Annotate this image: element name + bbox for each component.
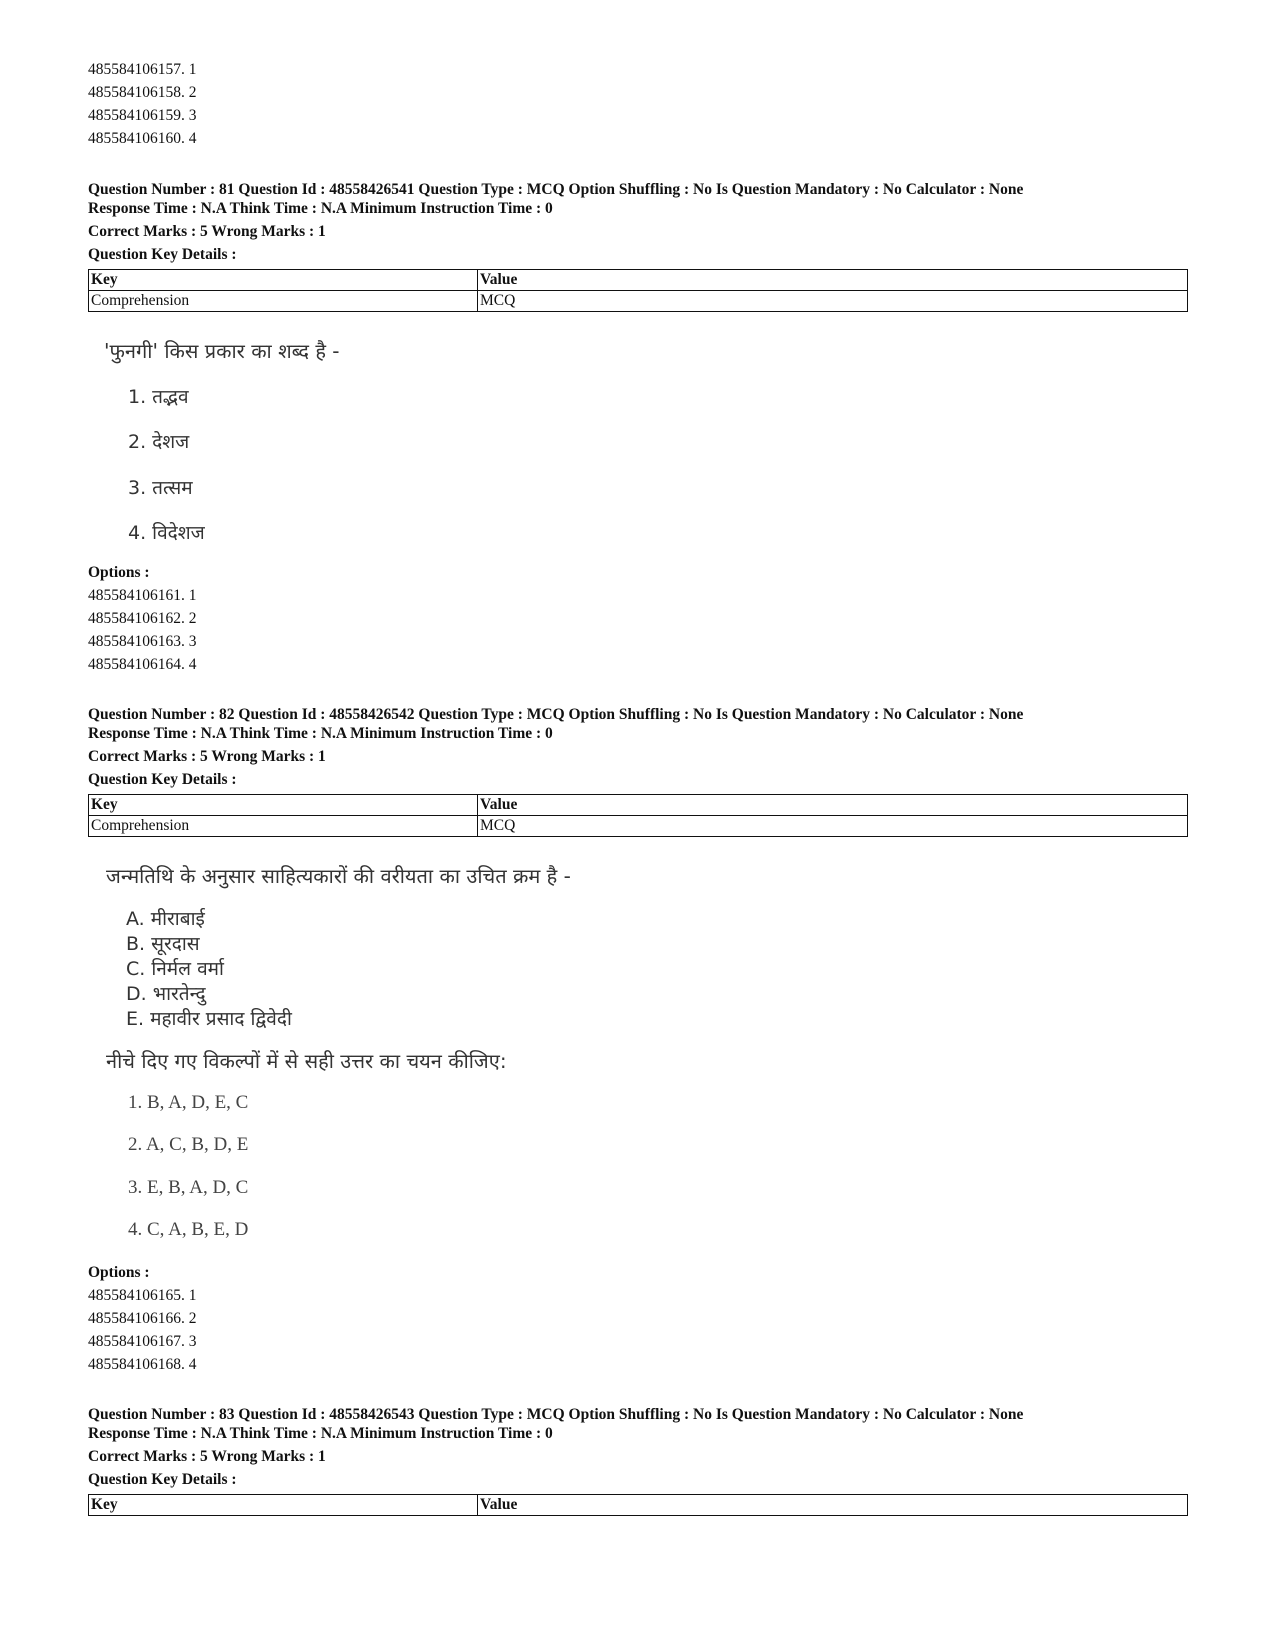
- option-id: 485584106159. 3: [88, 107, 197, 124]
- choice: 1. B, A, D, E, C: [128, 1092, 249, 1113]
- table-row: [89, 291, 1188, 312]
- table-header-row: [89, 270, 1188, 291]
- header-value: Value: [478, 795, 1188, 816]
- row-value: MCQ: [478, 291, 1188, 312]
- instruction-text: नीचे दिए गए विकल्पों में से सही उत्तर का चयन कीजिए:: [106, 1049, 507, 1073]
- question-meta: Question Number : 82 Question Id : 48558426542 Question Type : MCQ Option Shuffling : No Is Question Mandatory : No Calculator : None: [88, 706, 1024, 723]
- key-details-label: Question Key Details :: [88, 246, 237, 263]
- option-id: 485584106165. 1: [88, 1287, 197, 1304]
- choice: 3. तत्सम: [128, 477, 193, 499]
- table-header-row: [89, 795, 1188, 816]
- header-value: Value: [478, 1495, 1188, 1516]
- statement: A. मीराबाई: [126, 908, 205, 930]
- row-key: Comprehension: [89, 291, 478, 312]
- question-timing: Response Time : N.A Think Time : N.A Minimum Instruction Time : 0: [88, 200, 553, 217]
- statement: D. भारतेन्दु: [126, 983, 206, 1005]
- question-marks: Correct Marks : 5 Wrong Marks : 1: [88, 1448, 326, 1465]
- options-label: Options :: [88, 1264, 150, 1281]
- key-details-label: Question Key Details :: [88, 771, 237, 788]
- option-id: 485584106157. 1: [88, 61, 197, 78]
- row-value: MCQ: [478, 816, 1188, 837]
- question-timing: Response Time : N.A Think Time : N.A Minimum Instruction Time : 0: [88, 725, 553, 742]
- row-key: Comprehension: [89, 816, 478, 837]
- option-id: 485584106164. 4: [88, 656, 197, 673]
- option-id: 485584106160. 4: [88, 130, 197, 147]
- option-id: 485584106161. 1: [88, 587, 197, 604]
- option-id: 485584106158. 2: [88, 84, 197, 101]
- statement: B. सूरदास: [126, 933, 200, 955]
- header-key: Key: [89, 795, 478, 816]
- key-details-table: [88, 1494, 1188, 1516]
- question-text: जन्मतिथि के अनुसार साहित्यकारों की वरीयता का उचित क्रम है -: [106, 864, 571, 888]
- question-text: 'फुनगी' किस प्रकार का शब्द है -: [104, 339, 340, 363]
- statement: E. महावीर प्रसाद द्विवेदी: [126, 1008, 292, 1030]
- question-marks: Correct Marks : 5 Wrong Marks : 1: [88, 223, 326, 240]
- question-marks: Correct Marks : 5 Wrong Marks : 1: [88, 748, 326, 765]
- header-key: Key: [89, 1495, 478, 1516]
- choice: 2. देशज: [128, 431, 190, 453]
- table-header-row: [89, 1495, 1188, 1516]
- question-timing: Response Time : N.A Think Time : N.A Minimum Instruction Time : 0: [88, 1425, 553, 1442]
- key-details-table: [88, 794, 1188, 837]
- option-id: 485584106166. 2: [88, 1310, 197, 1327]
- choice: 4. विदेशज: [128, 522, 205, 544]
- option-id: 485584106162. 2: [88, 610, 197, 627]
- question-meta: Question Number : 83 Question Id : 48558426543 Question Type : MCQ Option Shuffling : No Is Question Mandatory : No Calculator : None: [88, 1406, 1024, 1423]
- key-details-table: [88, 269, 1188, 312]
- choice: 1. तद्भव: [128, 386, 189, 408]
- header-key: Key: [89, 270, 478, 291]
- option-id: 485584106168. 4: [88, 1356, 197, 1373]
- table-row: [89, 816, 1188, 837]
- statement: C. निर्मल वर्मा: [126, 958, 224, 980]
- question-meta: Question Number : 81 Question Id : 48558426541 Question Type : MCQ Option Shuffling : No Is Question Mandatory : No Calculator : None: [88, 181, 1024, 198]
- choice: 2. A, C, B, D, E: [128, 1134, 249, 1155]
- choice: 4. C, A, B, E, D: [128, 1219, 249, 1240]
- option-id: 485584106163. 3: [88, 633, 197, 650]
- option-id: 485584106167. 3: [88, 1333, 197, 1350]
- header-value: Value: [478, 270, 1188, 291]
- key-details-label: Question Key Details :: [88, 1471, 237, 1488]
- options-label: Options :: [88, 564, 150, 581]
- choice: 3. E, B, A, D, C: [128, 1177, 249, 1198]
